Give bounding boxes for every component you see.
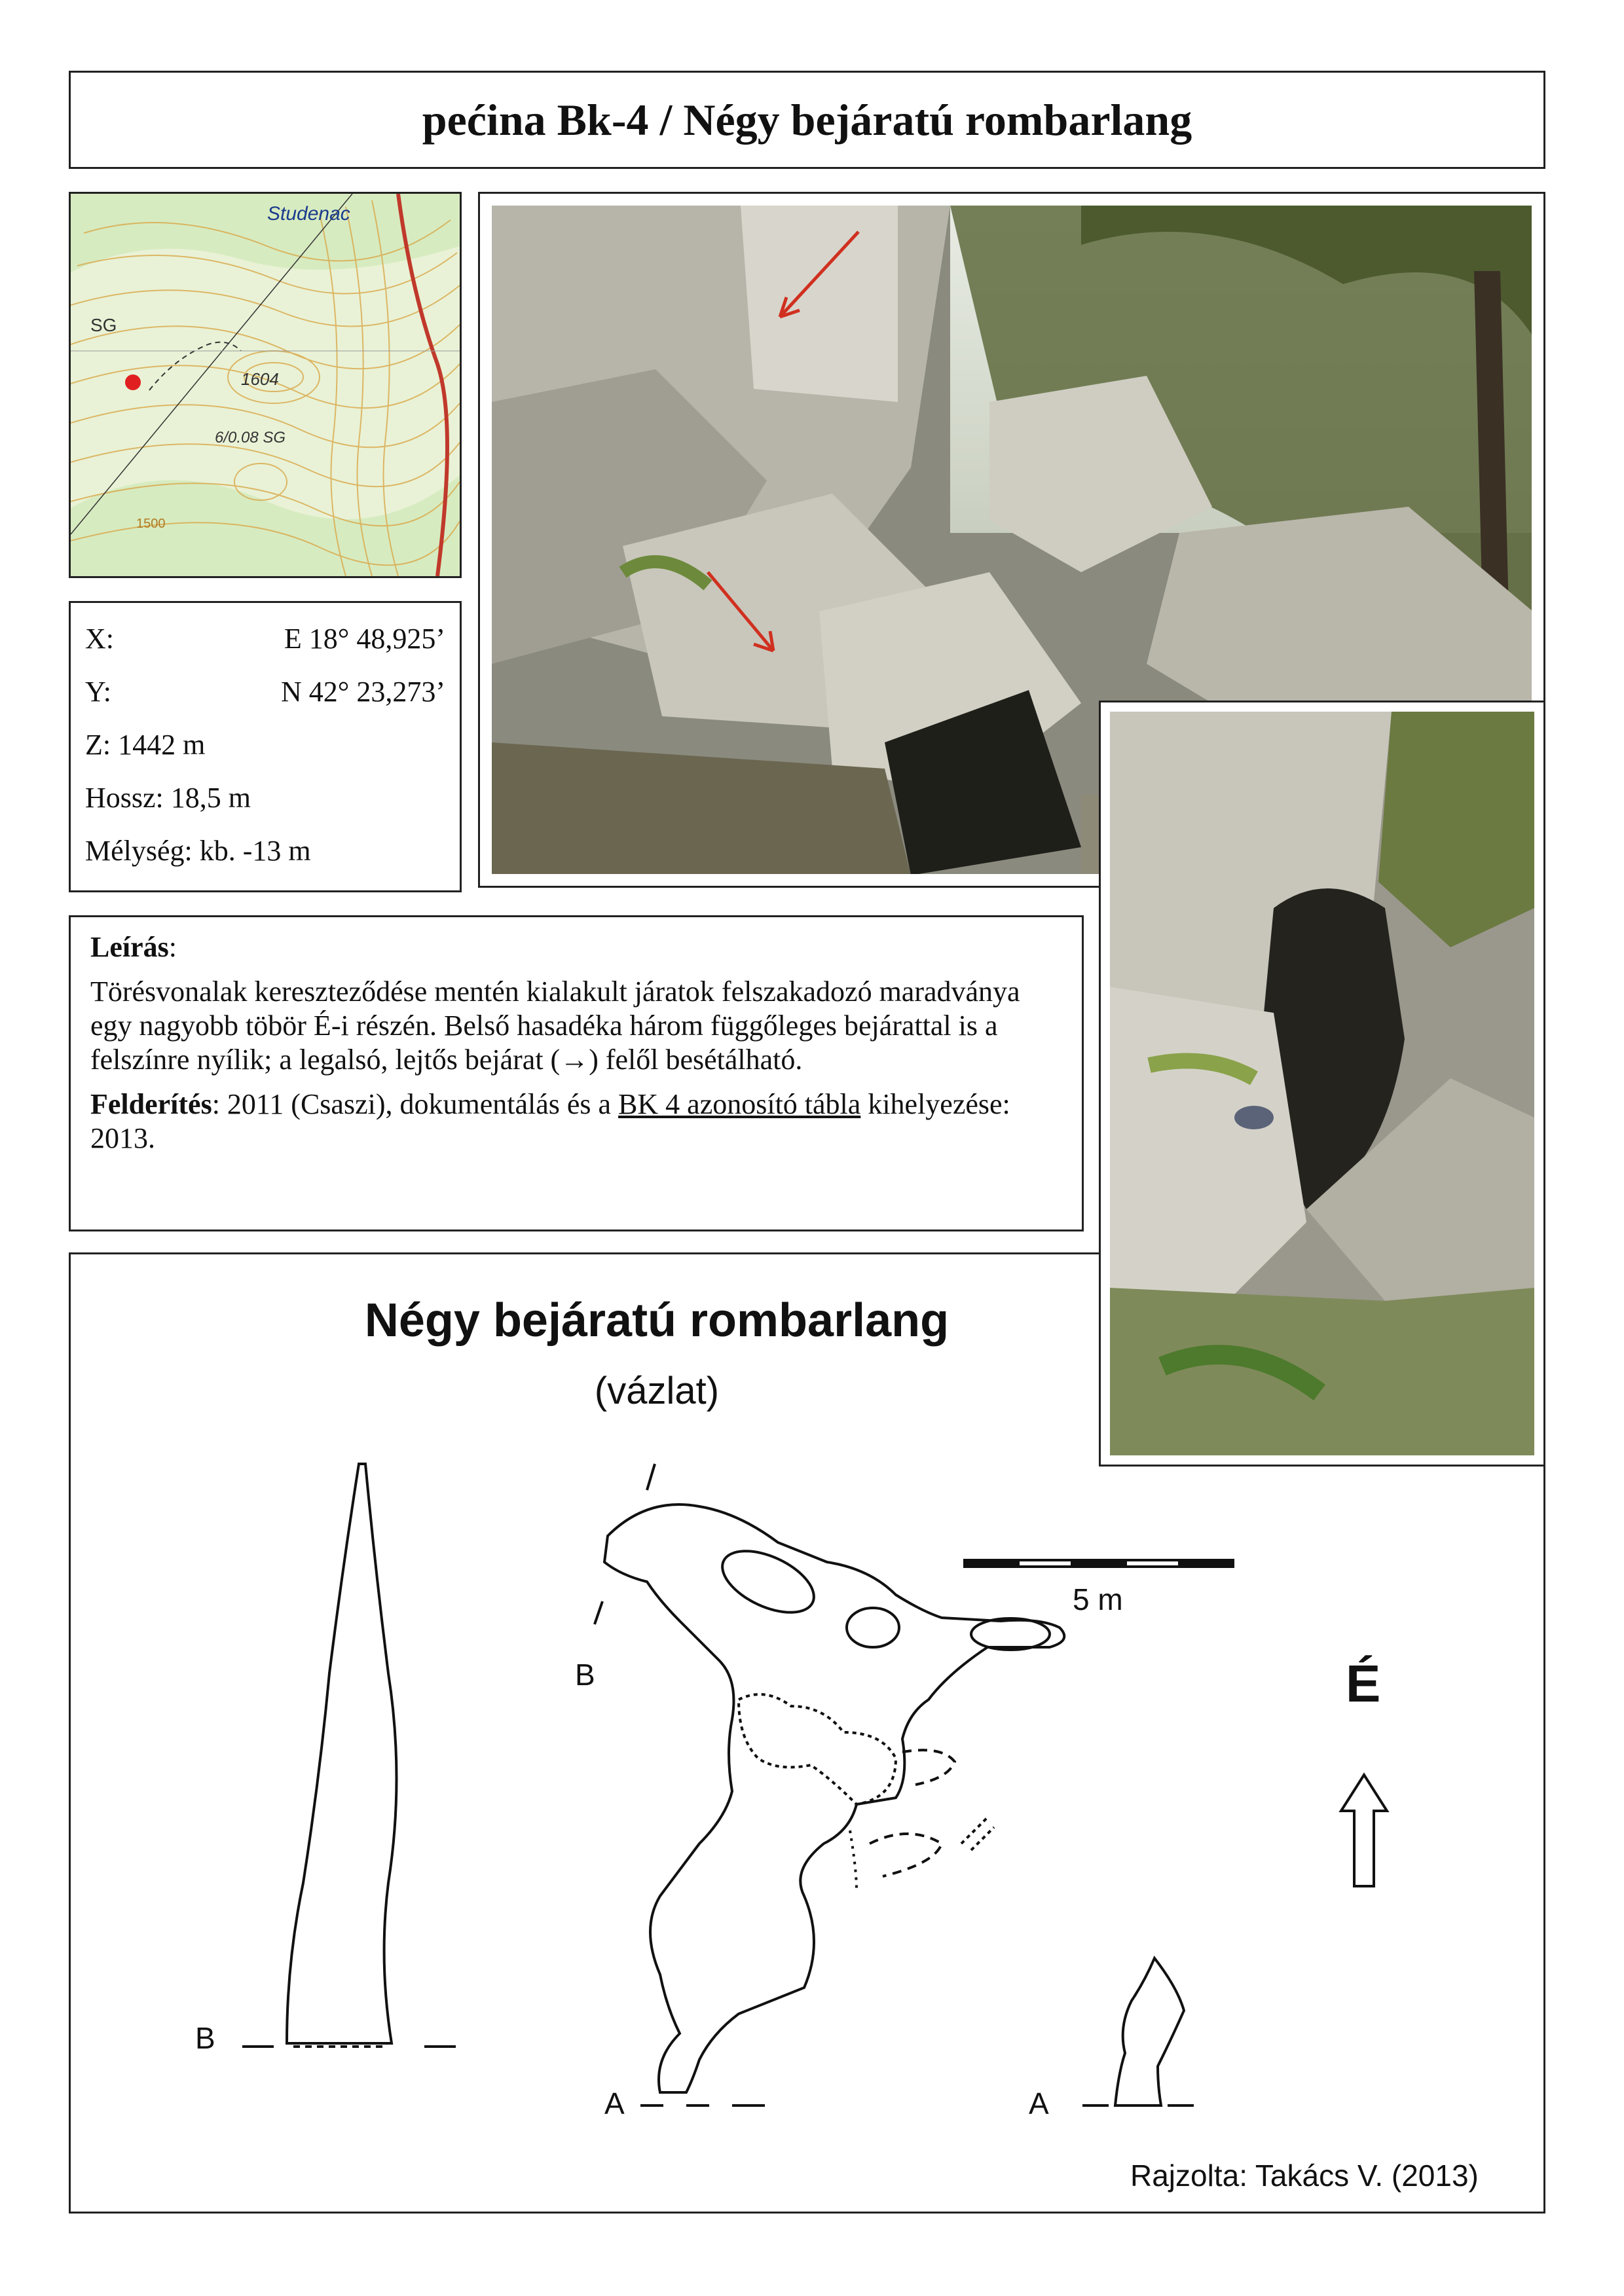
coord-y-row — [85, 665, 445, 718]
sketch-subtitle: (vázlat) — [594, 1370, 720, 1412]
north-label: É — [1346, 1654, 1381, 1713]
description-heading: Leírás — [90, 931, 169, 963]
description-text: Törésvonalak kereszteződése mentén kialakult járatok felszakadozó maradványa egy nagyobb töbör É-i részén. Belső hasadéka három függőleges bejárattal is a felszínre nyílik; a legalsó, lejtős bejárat (→) felől besétálható. — [90, 975, 1020, 1076]
plan-label-b: B — [575, 1658, 595, 1692]
entrance-photo-svg — [1110, 712, 1534, 1455]
map-label-1500: 1500 — [136, 517, 166, 531]
coord-x-value: E 18° 48,925’ — [284, 623, 445, 655]
coordinates-panel — [69, 601, 462, 892]
map-label-1604: 1604 — [241, 369, 279, 389]
section-a-label: A — [1029, 2086, 1049, 2121]
section-b-label: B — [195, 2021, 215, 2055]
discovery-link-text: BK 4 azonosító tábla — [618, 1088, 861, 1120]
plan-outline — [604, 1504, 1064, 2092]
coord-x-label: X: — [85, 623, 114, 655]
entrance-3 — [971, 1618, 1050, 1650]
page-title — [69, 71, 1545, 169]
section-b-profile — [287, 1464, 397, 2043]
north-arrow-icon — [1341, 1775, 1387, 1886]
topo-map-svg — [71, 194, 460, 576]
plan-label-a: A — [604, 2086, 625, 2121]
entrance-1 — [713, 1539, 823, 1625]
cave-entrance-photo — [1099, 701, 1545, 1467]
scale-label: 5 m — [1073, 1582, 1123, 1616]
discovery-text: : 2011 (Csaszi), dokumentálás és a — [212, 1088, 619, 1120]
author-credit: Rajzolta: Takács V. (2013) — [1130, 2159, 1479, 2193]
cave-length: Hossz: 18,5 m — [85, 782, 251, 814]
description-heading-colon: : — [168, 931, 177, 963]
cave-depth: Mélység: kb. -13 m — [85, 835, 311, 867]
page-title-text: pećina Bk-4 / Négy bejáratú rombarlang — [422, 94, 1192, 145]
section-a-profile — [1115, 1958, 1184, 2105]
map-label-studenac: Studenac — [267, 203, 350, 225]
entrance-2 — [847, 1608, 899, 1647]
discovery-label: Felderítés — [90, 1088, 212, 1120]
discovery-end: kihelyezése: 2013. — [90, 1088, 1010, 1154]
sketch-title: Négy bejáratú rombarlang — [364, 1294, 950, 1347]
coord-z: Z: 1442 m — [85, 729, 206, 761]
topo-map — [69, 192, 462, 578]
coord-y-value: N 42° 23,273’ — [280, 676, 445, 708]
map-label-sg: SG — [90, 315, 117, 335]
map-label-6-0-08-sg: 6/0.08 SG — [215, 429, 286, 446]
coord-x-row — [85, 612, 445, 665]
coord-y-label: Y: — [85, 676, 111, 708]
description-panel — [69, 915, 1084, 1231]
cave-location-marker — [125, 374, 141, 390]
